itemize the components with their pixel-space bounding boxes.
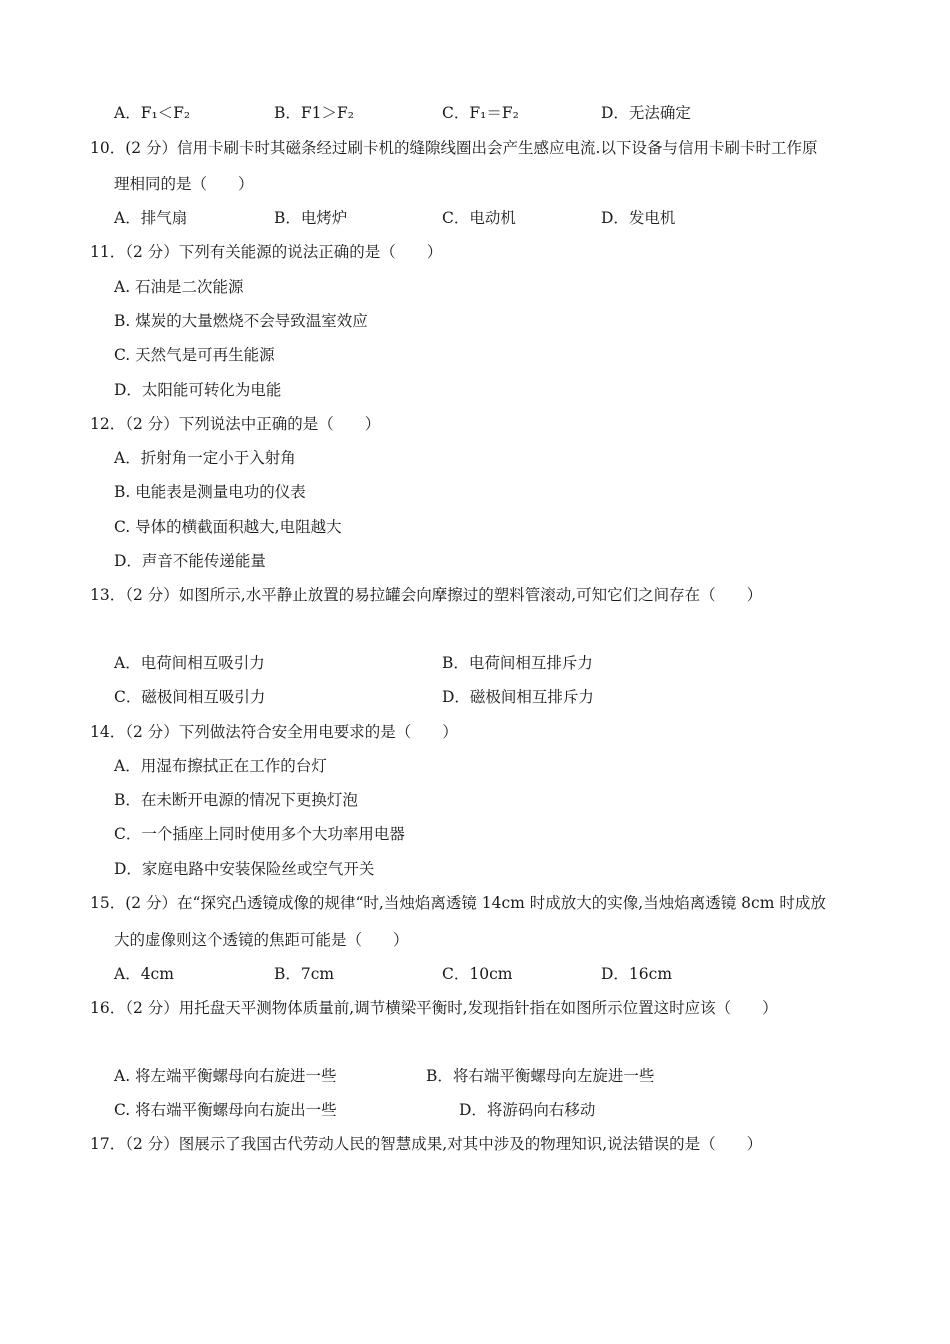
q12-option-b: B. 电能表是测量电功的仪表 [114, 483, 306, 501]
q9-option-b: B．F1＞F₂ [274, 104, 354, 122]
q14-option-b: B．在未断开电源的情况下更换灯泡 [114, 791, 358, 809]
q10-stem-line2: 理相同的是（ ） [114, 175, 254, 193]
q13-option-c: C．磁极间相互吸引力 [114, 688, 266, 706]
q15-stem-line2: 大的虚像则这个透镜的焦距可能是（ ） [114, 931, 409, 949]
q13-option-b: B．电荷间相互排斥力 [442, 654, 593, 672]
q11-stem: 11．（2 分）下列有关能源的说法正确的是（ ） [90, 243, 443, 261]
q16-option-c: C. 将右端平衡螺母向右旋出一些 [114, 1101, 337, 1119]
q15-stem-line1: 15．(2 分）在“探究凸透镜成像的规律“时,当烛焰离透镜 14cm 时成放大的实像,当烛焰离透镜 8cm 时成放 [90, 894, 826, 912]
q11-option-b: B. 煤炭的大量燃烧不会导致温室效应 [114, 312, 368, 330]
q17-stem: 17．（2 分）图展示了我国古代劳动人民的智慧成果,对其中涉及的物理知识,说法错误的是（ ） [90, 1135, 763, 1153]
q13-stem: 13．（2 分）如图所示,水平静止放置的易拉罐会向摩擦过的塑料管滚动,可知它们之间存在（ ） [90, 586, 763, 604]
q16-option-b: B．将右端平衡螺母向左旋进一些 [426, 1067, 655, 1085]
q12-option-c: C. 导体的横截面积越大,电阻越大 [114, 518, 342, 536]
q12-option-a: A．折射角一定小于入射角 [114, 449, 296, 467]
q15-option-c: C．10cm [442, 965, 513, 983]
q12-option-d: D．声音不能传递能量 [114, 552, 266, 570]
q10-option-c: C．电动机 [442, 209, 516, 227]
q14-option-d: D．家庭电路中安装保险丝或空气开关 [114, 860, 375, 878]
q15-option-a: A．4cm [114, 965, 174, 983]
q12-stem: 12．（2 分）下列说法中正确的是（ ） [90, 415, 381, 433]
q13-option-a: A．电荷间相互吸引力 [114, 654, 265, 672]
q14-option-a: A．用湿布擦拭正在工作的台灯 [114, 757, 327, 775]
q16-option-a: A. 将左端平衡螺母向右旋进一些 [114, 1067, 337, 1085]
q16-stem: 16．（2 分）用托盘天平测物体质量前,调节横梁平衡时,发现指针指在如图所示位置这时应该（ ） [90, 999, 778, 1017]
q10-option-a: A．排气扇 [114, 209, 188, 227]
q14-stem: 14．（2 分）下列做法符合安全用电要求的是（ ） [90, 723, 458, 741]
q9-option-a: A．F₁＜F₂ [114, 104, 191, 122]
q10-stem-line1: 10．(2 分）信用卡刷卡时其磁条经过刷卡机的缝隙线圈出会产生感应电流.以下设备与信用卡刷卡时工作原 [90, 139, 818, 157]
q15-option-d: D．16cm [601, 965, 673, 983]
q11-option-d: D．太阳能可转化为电能 [114, 381, 282, 399]
q10-option-b: B．电烤炉 [274, 209, 348, 227]
q13-option-d: D．磁极间相互排斥力 [442, 688, 594, 706]
q16-option-d: D．将游码向右移动 [459, 1101, 596, 1119]
q9-option-c: C．F₁＝F₂ [442, 104, 519, 122]
q11-option-c: C. 天然气是可再生能源 [114, 346, 275, 364]
q15-option-b: B．7cm [274, 965, 335, 983]
q10-option-d: D．发电机 [601, 209, 676, 227]
q14-option-c: C．一个插座上同时使用多个大功率用电器 [114, 825, 405, 843]
q11-option-a: A. 石油是二次能源 [114, 278, 244, 296]
q9-option-d: D．无法确定 [601, 104, 691, 122]
